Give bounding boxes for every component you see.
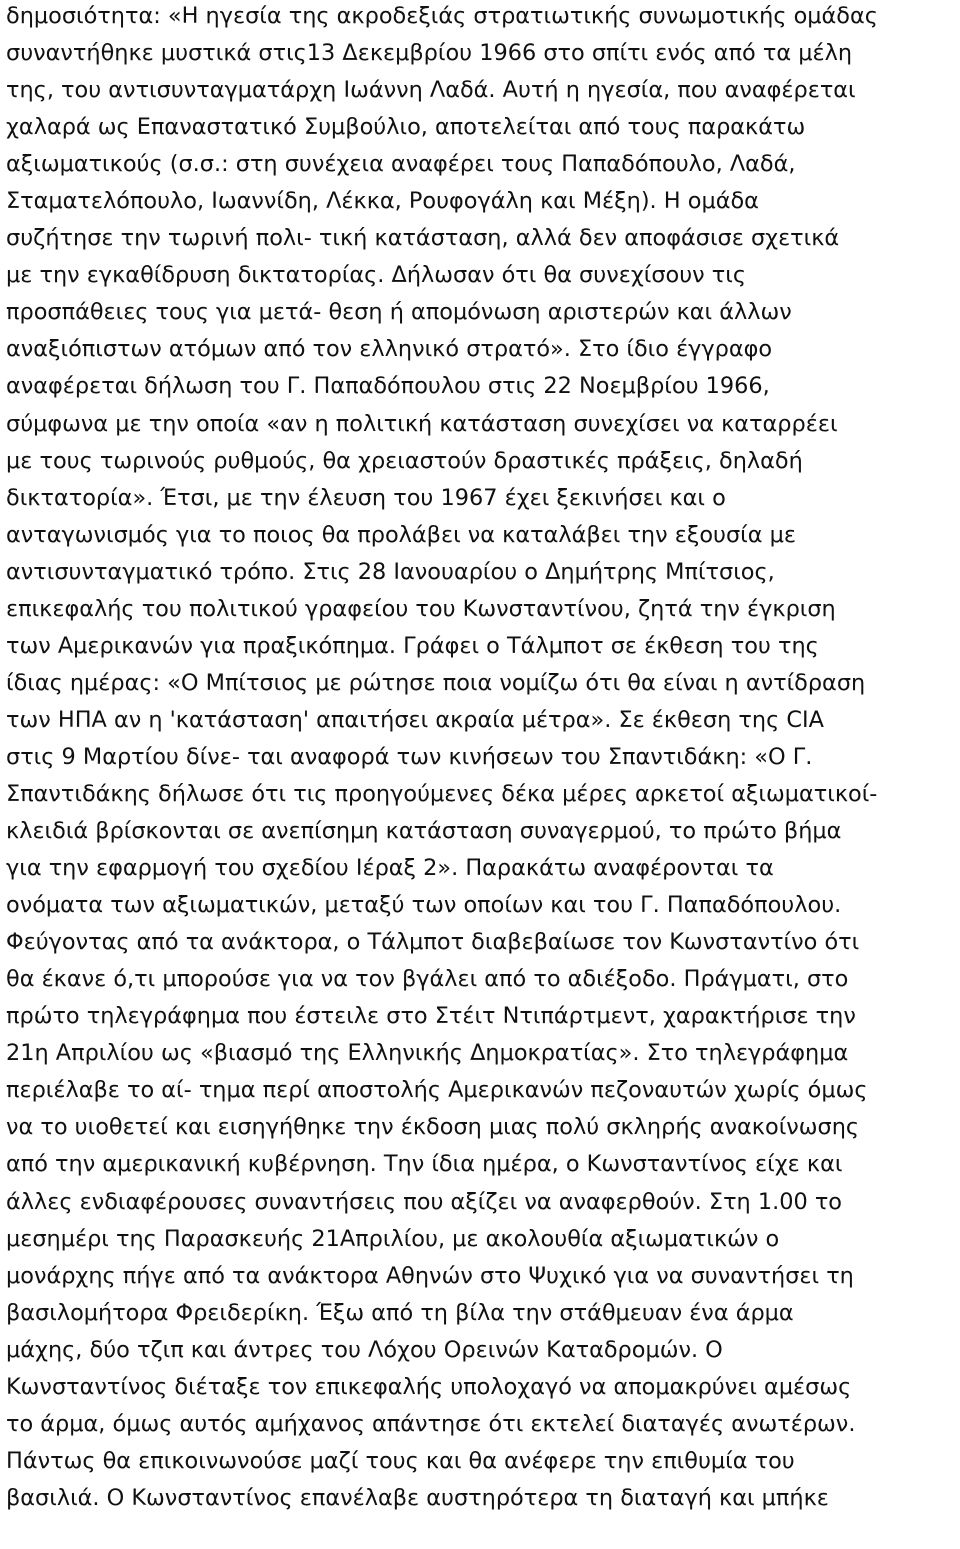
text-line: άλλες ενδιαφέρουσες συναντήσεις που αξίζει να αναφερθούν. Στη 1.00 το — [6, 1188, 843, 1215]
text-line: βασιλιά. Ο Κωνσταντίνος επανέλαβε αυστηρότερα τη διαταγή και μπήκε — [6, 1484, 829, 1511]
text-line: των Αμερικανών για πραξικόπημα. Γράφει ο Τάλμποτ σε έκθεση του της — [6, 632, 819, 659]
text-line: αντισυνταγματικό τρόπο. Στις 28 Ιανουαρίου ο Δημήτρης Μπίτσιος, — [6, 558, 775, 585]
text-line: αναφέρεται δήλωση του Γ. Παπαδόπουλου στις 22 Νοεμβρίου 1966, — [6, 373, 770, 400]
text-line: ίδιας ημέρας: «Ο Μπίτσιος με ρώτησε ποια νομίζω ότι θα είναι η αντίδραση — [6, 669, 866, 696]
text-line: με τους τωρινούς ρυθμούς, θα χρειαστούν δραστικές πράξεις, δηλαδή — [6, 447, 803, 474]
text-line: της, του αντισυνταγματάρχη Ιωάννη Λαδά. Αυτή η ηγεσία, που αναφέρεται — [6, 77, 856, 104]
text-line: συναντήθηκε μυστικά στις13 Δεκεμβρίου 1966 στο σπίτι ενός από τα μέλη — [6, 40, 853, 67]
text-line: των ΗΠΑ αν η 'κατάσταση' απαιτήσει ακραία μέτρα». Σε έκθεση της CIA — [6, 706, 824, 733]
text-line: με την εγκαθίδρυση δικτατορίας. Δήλωσαν ότι θα συνεχίσουν τις — [6, 262, 746, 289]
text-line: θα έκανε ό,τι μπορούσε για να τον βγάλει από το αδιέξοδο. Πράγματι, στο — [6, 966, 849, 993]
text-line: μάχης, δύο τζιπ και άντρες του Λόχου Ορεινών Καταδρομών. Ο — [6, 1336, 723, 1363]
text-line: ονόματα των αξιωματικών, μεταξύ των οποίων και του Γ. Παπαδόπουλου. — [6, 892, 842, 919]
text-line: προσπάθειες τους για μετά- θεση ή απομόνωση αριστερών και άλλων — [6, 299, 792, 326]
text-line: στις 9 Μαρτίου δίνε- ται αναφορά των κινήσεων του Σπαντιδάκη: «Ο Γ. — [6, 743, 813, 770]
text-line: Πάντως θα επικοινωνούσε μαζί τους και θα ανέφερε την επιθυμία του — [6, 1447, 795, 1474]
text-line: Σπαντιδάκης δήλωσε ότι τις προηγούμενες δέκα μέρες αρκετοί αξιωματικοί- — [6, 780, 878, 807]
text-line: μεσημέρι της Παρασκευής 21Απριλίου, με ακολουθία αξιωματικών ο — [6, 1225, 780, 1252]
text-line: πρώτο τηλεγράφημα που έστειλε στο Στέιτ Ντιπάρτμεντ, χαρακτήρισε την — [6, 1003, 856, 1030]
text-line: βασιλομήτορα Φρειδερίκη. Έξω από τη βίλα την στάθμευαν ένα άρμα — [6, 1299, 794, 1326]
text-line: δικτατορία». Έτσι, με την έλευση του 1967 έχει ξεκινήσει και ο — [6, 484, 726, 511]
text-line: αξιωματικούς (σ.σ.: στη συνέχεια αναφέρει τους Παπαδόπουλο, Λαδά, — [6, 151, 796, 178]
text-line: Φεύγοντας από τα ανάκτορα, ο Τάλμποτ διαβεβαίωσε τον Κωνσταντίνο ότι — [6, 929, 860, 956]
text-line: 21η Απριλίου ως «βιασμό της Ελληνικής Δημοκρατίας». Στο τηλεγράφημα — [6, 1040, 849, 1067]
text-line: Κωνσταντίνος διέταξε τον επικεφαλής υπολοχαγό να απομακρύνει αμέσως — [6, 1373, 852, 1400]
text-line: από την αμερικανική κυβέρνηση. Την ίδια ημέρα, ο Κωνσταντίνος είχε και — [6, 1151, 843, 1178]
text-line: μονάρχης πήγε από τα ανάκτορα Αθηνών στο Ψυχικό για να συναντήσει τη — [6, 1262, 854, 1289]
text-line: δημοσιότητα: «Η ηγεσία της ακροδεξιάς στρατιωτικής συνωμοτικής ομάδας — [6, 3, 878, 29]
text-line: να το υιοθετεί και εισηγήθηκε την έκδοση μιας πολύ σκληρής ανακοίνωσης — [6, 1114, 860, 1141]
text-line: κλειδιά βρίσκονται σε ανεπίσημη κατάσταση συναγερμού, το πρώτο βήμα — [6, 818, 842, 845]
text-line: ανταγωνισμός για το ποιος θα προλάβει να καταλάβει την εξουσία με — [6, 521, 796, 548]
text-line: επικεφαλής του πολιτικού γραφείου του Κωνσταντίνου, ζητά την έγκριση — [6, 595, 836, 622]
text-line: για την εφαρμογή του σχεδίου Ιέραξ 2». Παρακάτω αναφέρονται τα — [6, 855, 774, 882]
text-line: αναξιόπιστων ατόμων από τον ελληνικό στρατό». Στο ίδιο έγγραφο — [6, 336, 773, 363]
text-line: Σταματελόπουλο, Ιωαννίδη, Λέκκα, Ρουφογάλη και Μέξη). Η ομάδα — [6, 188, 759, 215]
text-line: σύμφωνα με την οποία «αν η πολιτική κατάσταση συνεχίσει να καταρρέει — [6, 410, 838, 437]
document-body — [6, 0, 954, 1517]
text-line: περιέλαβε το αί- τημα περί αποστολής Αμερικανών πεζοναυτών χωρίς όμως — [6, 1077, 868, 1104]
text-line: χαλαρά ως Επαναστατικό Συμβούλιο, αποτελείται από τους παρακάτω — [6, 114, 806, 141]
text-line: συζήτησε την τωρινή πολι- τική κατάσταση, αλλά δεν αποφάσισε σχετικά — [6, 225, 840, 252]
text-line: το άρμα, όμως αυτός αμήχανος απάντησε ότι εκτελεί διαταγές ανωτέρων. — [6, 1410, 856, 1437]
